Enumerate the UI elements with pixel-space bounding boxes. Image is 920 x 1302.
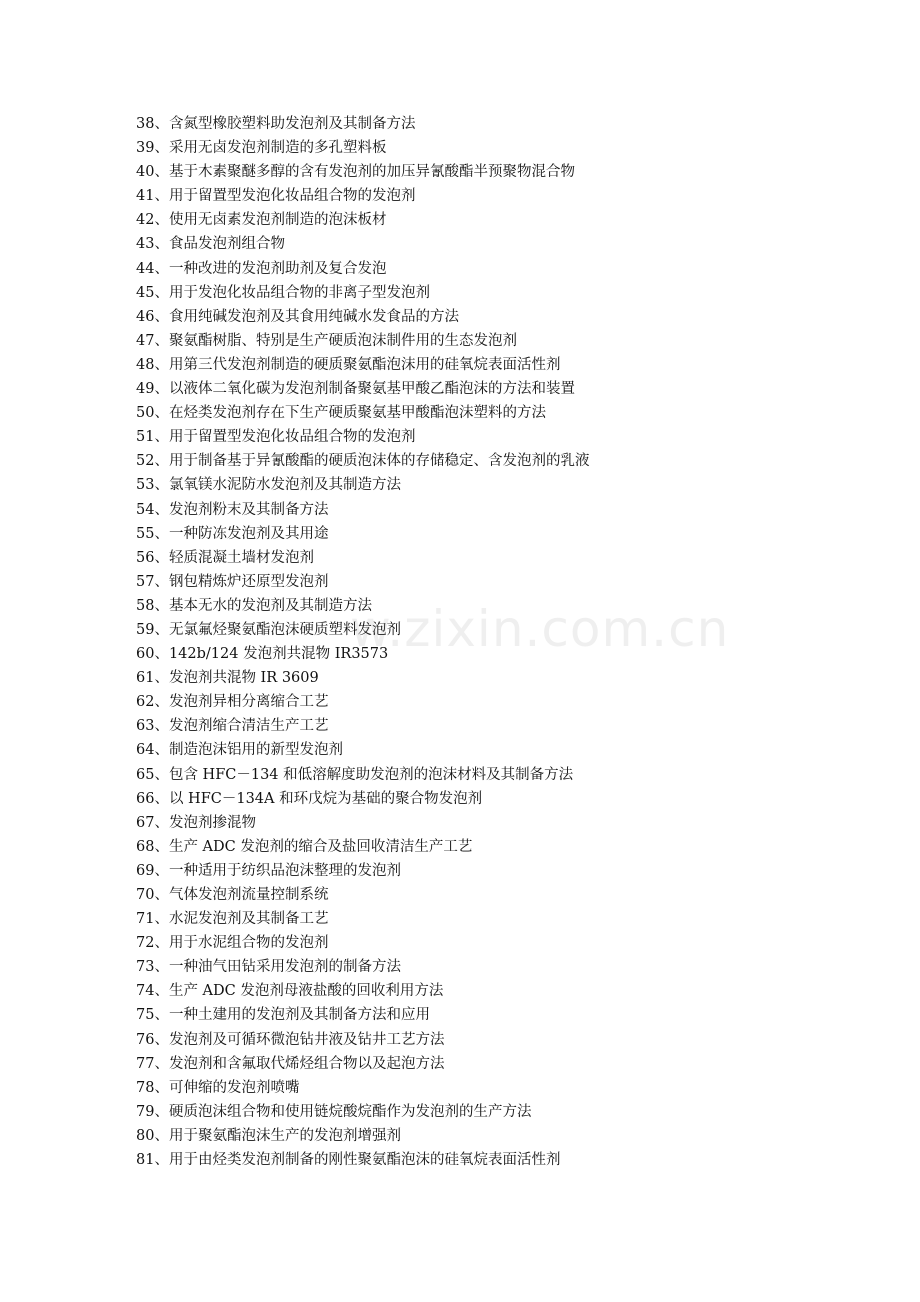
list-item: 79、硬质泡沫组合物和使用链烷酸烷酯作为发泡剂的生产方法 xyxy=(136,1103,532,1120)
list-item: 77、发泡剂和含氟取代烯烃组合物以及起泡方法 xyxy=(136,1055,445,1072)
list-item: 80、用于聚氨酯泡沫生产的发泡剂增强剂 xyxy=(136,1127,401,1144)
list-item: 60、142b/124 发泡剂共混物 IR3573 xyxy=(136,646,389,663)
list-item: 63、发泡剂缩合清洁生产工艺 xyxy=(136,718,329,735)
list-item: 74、生产 ADC 发泡剂母液盐酸的回收利用方法 xyxy=(136,983,444,1000)
list-item: 75、一种土建用的发泡剂及其制备方法和应用 xyxy=(136,1007,430,1024)
list-item: 61、发泡剂共混物 IR 3609 xyxy=(136,670,319,687)
list-item: 47、聚氨酯树脂、特别是生产硬质泡沫制件用的生态发泡剂 xyxy=(136,332,517,349)
list-item: 50、在烃类发泡剂存在下生产硬质聚氨基甲酸酯泡沫塑料的方法 xyxy=(136,405,546,422)
list-item: 48、用第三代发泡剂制造的硬质聚氨酯泡沫用的硅氧烷表面活性剂 xyxy=(136,356,561,373)
list-item: 40、基于木素聚醚多醇的含有发泡剂的加压异氰酸酯半预聚物混合物 xyxy=(136,164,575,181)
list-item: 41、用于留置型发泡化妆品组合物的发泡剂 xyxy=(136,188,416,205)
list-item: 70、气体发泡剂流量控制系统 xyxy=(136,887,329,903)
list-item: 39、采用无卤发泡剂制造的多孔塑料板 xyxy=(136,140,387,157)
list-item: 56、轻质混凝土墙材发泡剂 xyxy=(136,549,314,566)
list-item: 71、水泥发泡剂及其制备工艺 xyxy=(136,911,329,928)
list-item: 59、无氯氟烃聚氨酯泡沫硬质塑料发泡剂 xyxy=(136,621,401,638)
list-item: 54、发泡剂粉末及其制备方法 xyxy=(136,501,329,518)
list-item: 49、以液体二氧化碳为发泡剂制备聚氨基甲酸乙酯泡沫的方法和装置 xyxy=(136,381,575,398)
list-item: 43、食品发泡剂组合物 xyxy=(136,236,285,253)
list-item: 62、发泡剂异相分离缩合工艺 xyxy=(136,694,329,711)
list-item: 68、生产 ADC 发泡剂的缩合及盐回收清洁生产工艺 xyxy=(136,838,473,855)
list-item: 66、以 HFC－134A 和环戊烷为基础的聚合物发泡剂 xyxy=(136,790,483,807)
list-item: 81、用于由烃类发泡剂制备的刚性聚氨酯泡沫的硅氧烷表面活性剂 xyxy=(136,1152,561,1169)
list-item: 64、制造泡沫铝用的新型发泡剂 xyxy=(136,742,343,759)
list-item: 73、一种油气田钻采用发泡剂的制备方法 xyxy=(136,959,401,976)
list-item: 52、用于制备基于异氰酸酯的硬质泡沫体的存储稳定、含发泡剂的乳液 xyxy=(136,453,590,470)
list-item: 46、食用纯碱发泡剂及其食用纯碱水发食品的方法 xyxy=(136,308,459,325)
watermark: w.zixin.com.cn xyxy=(350,600,730,658)
list-item: 69、一种适用于纺织品泡沫整理的发泡剂 xyxy=(136,862,401,879)
list-item: 57、钢包精炼炉还原型发泡剂 xyxy=(136,573,329,590)
list-item: 72、用于水泥组合物的发泡剂 xyxy=(136,935,329,952)
list-item: 67、发泡剂掺混物 xyxy=(136,814,256,831)
list-item: 44、一种改进的发泡剂助剂及复合发泡 xyxy=(136,260,387,277)
list-item: 58、基本无水的发泡剂及其制造方法 xyxy=(136,597,372,614)
list-item: 55、一种防冻发泡剂及其用途 xyxy=(136,525,329,542)
list-item: 45、用于发泡化妆品组合物的非离子型发泡剂 xyxy=(136,284,430,301)
list-item: 65、包含 HFC－134 和低溶解度助发泡剂的泡沫材料及其制备方法 xyxy=(136,766,574,783)
list-item: 76、发泡剂及可循环微泡钻井液及钻井工艺方法 xyxy=(136,1031,445,1048)
item-list xyxy=(136,112,776,1172)
list-item: 78、可伸缩的发泡剂喷嘴 xyxy=(136,1079,300,1096)
list-item: 51、用于留置型发泡化妆品组合物的发泡剂 xyxy=(136,429,416,446)
list-item: 38、含氮型橡胶塑料助发泡剂及其制备方法 xyxy=(136,116,416,132)
list-item: 53、氯氧镁水泥防水发泡剂及其制造方法 xyxy=(136,477,401,494)
list-item: 42、使用无卤素发泡剂制造的泡沫板材 xyxy=(136,212,387,229)
